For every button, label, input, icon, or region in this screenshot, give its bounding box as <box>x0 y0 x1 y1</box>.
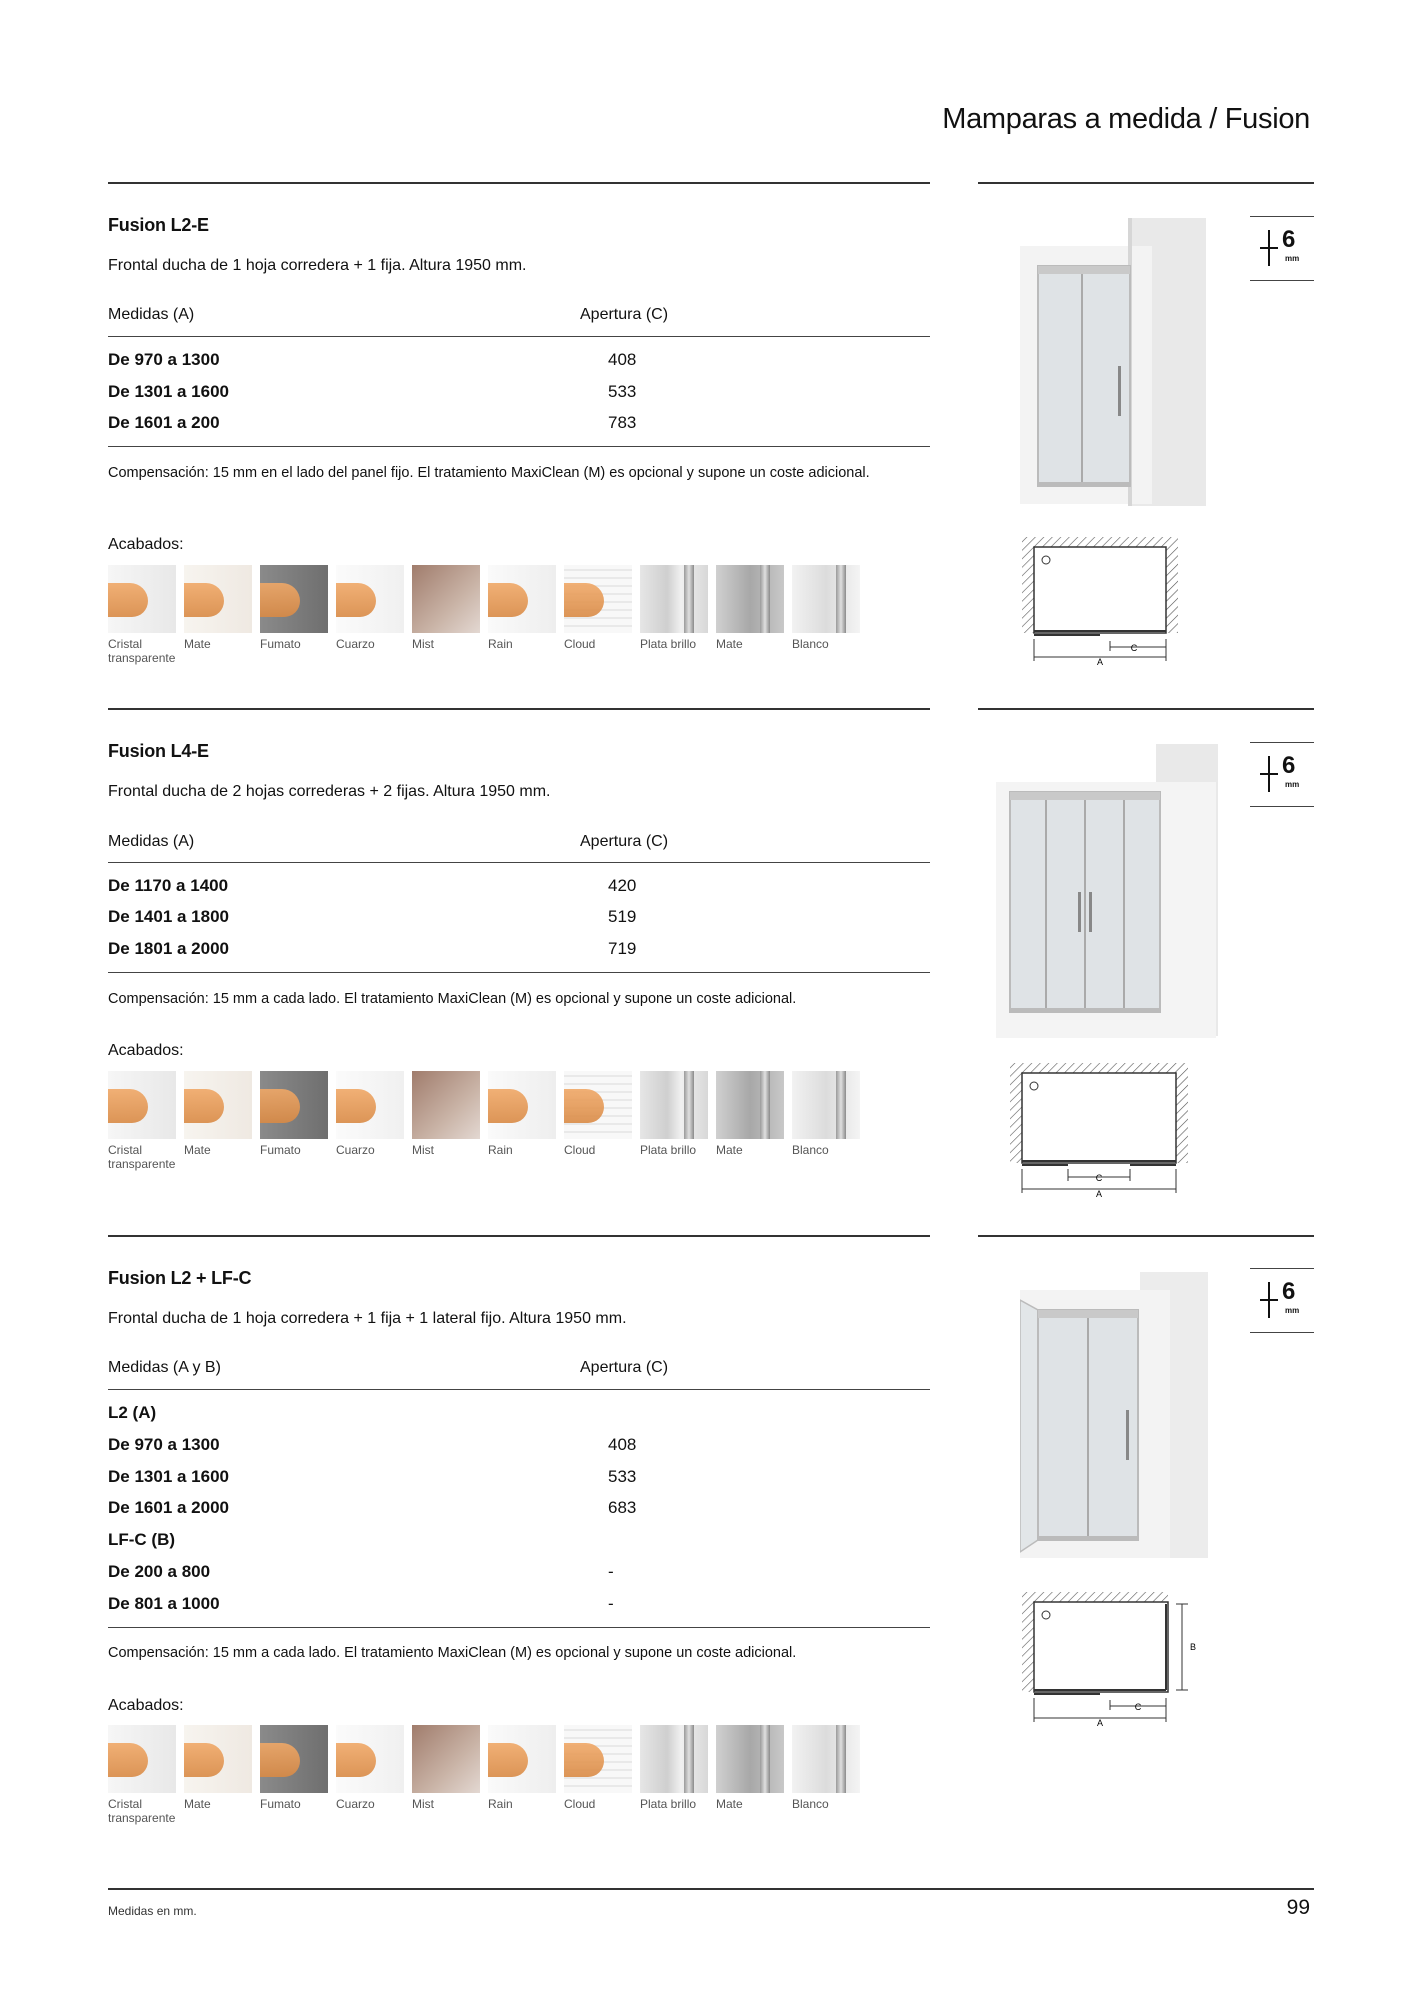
hand-icon <box>336 1089 376 1123</box>
finish-name: Plata brillo <box>640 637 697 651</box>
finish-name: Cristal transparente <box>108 1143 176 1171</box>
compensation-note: Compensación: 15 mm a cada lado. El tratamiento MaxiClean (M) es opcional y supone un coste adicional. <box>108 1645 797 1661</box>
finish-swatch <box>488 1071 556 1139</box>
measure-cell: De 1301 a 1600 <box>108 382 229 401</box>
finish-swatch <box>108 1071 176 1139</box>
hand-icon <box>184 1089 224 1123</box>
finish-swatch <box>412 565 480 633</box>
opening-cell: 533 <box>608 382 637 401</box>
profile-bar-icon <box>760 1725 770 1793</box>
measure-cell: De 1601 a 2000 <box>108 1498 229 1517</box>
glass-thickness-badge <box>1250 216 1314 280</box>
finish-swatch <box>716 1071 784 1139</box>
finish-swatch <box>640 565 708 633</box>
table-row <box>108 907 930 939</box>
finish-name: Cristal transparente <box>108 637 176 665</box>
hand-icon <box>564 1743 604 1777</box>
finish-swatch <box>792 1071 860 1139</box>
section-title: Fusion L2-E <box>108 215 209 235</box>
plan-label-c: C <box>1134 1702 1142 1712</box>
table-row <box>108 1530 930 1562</box>
hand-icon <box>488 583 528 617</box>
measure-cell: De 1301 a 1600 <box>108 1467 229 1486</box>
floor-plan-l2-lfc <box>1020 1590 1196 1728</box>
hand-icon <box>336 583 376 617</box>
thickness-arrows-icon <box>1260 230 1278 266</box>
finish-name: Fumato <box>260 1143 301 1157</box>
plan-label-a: A <box>1096 657 1104 665</box>
table-row <box>108 876 930 908</box>
measure-cell: De 1601 a 200 <box>108 413 220 432</box>
table-footer-rule <box>108 1627 930 1628</box>
table-header-rule <box>108 1389 930 1390</box>
hand-icon <box>488 1743 528 1777</box>
finish-name: Mate <box>184 1143 211 1157</box>
hand-icon <box>260 583 300 617</box>
thickness-value: 6 <box>1282 226 1296 253</box>
finish-name: Mist <box>412 1143 434 1157</box>
measure-cell: De 801 a 1000 <box>108 1594 220 1613</box>
section-title: Fusion L4-E <box>108 741 209 761</box>
finish-swatch <box>488 1725 556 1793</box>
compensation-note: Compensación: 15 mm en el lado del panel fijo. El tratamiento MaxiClean (M) es opcional y supone un coste adicional. <box>108 465 870 481</box>
opening-cell: 408 <box>608 1435 637 1454</box>
finish-swatch <box>336 565 404 633</box>
section-rule <box>108 182 930 184</box>
hand-icon <box>108 1089 148 1123</box>
finish-swatch <box>716 1725 784 1793</box>
floor-plan-l2e <box>1020 535 1180 665</box>
hand-icon <box>108 583 148 617</box>
product-photo-l4e <box>996 742 1220 1038</box>
hand-icon <box>108 1743 148 1777</box>
col-header-opening: Apertura (C) <box>580 306 669 323</box>
finish-swatch <box>716 565 784 633</box>
hand-icon <box>260 1089 300 1123</box>
finish-swatch <box>108 1725 176 1793</box>
hand-icon <box>564 583 604 617</box>
profile-bar-icon <box>760 565 770 633</box>
section-rule <box>108 1235 930 1237</box>
finish-name: Blanco <box>792 637 829 651</box>
profile-bar-icon <box>760 1071 770 1139</box>
section-description: Frontal ducha de 1 hoja corredera + 1 fija. Altura 1950 mm. <box>108 257 527 274</box>
thickness-value: 6 <box>1282 752 1296 779</box>
finish-swatch <box>564 565 632 633</box>
section-side-rule <box>978 1235 1314 1237</box>
table-row <box>108 1594 930 1626</box>
finish-name: Mate <box>716 1797 743 1811</box>
thickness-arrows-icon <box>1260 1282 1278 1318</box>
plan-label-a: A <box>1096 1718 1104 1728</box>
table-row <box>108 350 930 382</box>
finish-swatch <box>564 1725 632 1793</box>
profile-bar-icon <box>684 1071 694 1139</box>
glass-thickness-badge <box>1250 1268 1314 1332</box>
table-row <box>108 1435 930 1467</box>
opening-cell: - <box>608 1594 614 1613</box>
table-row <box>108 1403 930 1435</box>
footer-rule <box>108 1888 1314 1890</box>
profile-bar-icon <box>684 565 694 633</box>
finish-name: Fumato <box>260 1797 301 1811</box>
measure-cell: De 1801 a 2000 <box>108 939 229 958</box>
finish-swatch <box>792 565 860 633</box>
section-title: Fusion L2 + LF-C <box>108 1268 252 1288</box>
table-row <box>108 1562 930 1594</box>
table-row <box>108 382 930 414</box>
finish-name: Mist <box>412 1797 434 1811</box>
finish-name: Cloud <box>564 637 596 651</box>
finish-name: Mate <box>716 1143 743 1157</box>
plan-label-c: C <box>1130 643 1138 653</box>
finish-swatch <box>260 1725 328 1793</box>
finish-name: Mist <box>412 637 434 651</box>
plan-label-a: A <box>1095 1189 1103 1199</box>
finish-swatch <box>108 565 176 633</box>
thickness-unit: mm <box>1285 1306 1300 1315</box>
col-header-opening: Apertura (C) <box>580 833 669 850</box>
finish-swatch <box>260 565 328 633</box>
finish-swatch <box>640 1725 708 1793</box>
finish-name: Plata brillo <box>640 1143 697 1157</box>
hand-icon <box>184 583 224 617</box>
measure-cell: De 970 a 1300 <box>108 1435 220 1454</box>
floor-plan-l4e <box>1008 1061 1190 1199</box>
finish-swatch <box>184 1725 252 1793</box>
finish-name: Plata brillo <box>640 1797 697 1811</box>
glass-thickness-badge <box>1250 742 1314 806</box>
hand-icon <box>488 1089 528 1123</box>
footer-note: Medidas en mm. <box>108 1904 197 1918</box>
plan-label-c: C <box>1095 1173 1103 1183</box>
finishes-label: Acabados: <box>108 1042 184 1059</box>
col-header-measures: Medidas (A) <box>108 306 195 323</box>
finish-name: Cuarzo <box>336 1797 375 1811</box>
hand-icon <box>564 1089 604 1123</box>
opening-cell: 408 <box>608 350 637 369</box>
finish-name: Mate <box>184 1797 211 1811</box>
table-header-rule <box>108 336 930 337</box>
finishes-label: Acabados: <box>108 1697 184 1714</box>
finish-name: Cuarzo <box>336 1143 375 1157</box>
finish-swatch <box>184 1071 252 1139</box>
hand-icon <box>336 1743 376 1777</box>
opening-cell: 519 <box>608 907 637 926</box>
measure-cell: L2 (A) <box>108 1403 157 1422</box>
table-row <box>108 939 930 971</box>
table-header-rule <box>108 862 930 863</box>
section-side-rule <box>978 182 1314 184</box>
col-header-opening: Apertura (C) <box>580 1359 669 1376</box>
finish-name: Rain <box>488 1797 513 1811</box>
finish-name: Mate <box>184 637 211 651</box>
opening-cell: 533 <box>608 1467 637 1486</box>
product-photo-l2-lfc <box>1020 1270 1210 1560</box>
finish-swatch <box>336 1725 404 1793</box>
measure-cell: LF-C (B) <box>108 1530 176 1549</box>
finish-swatch <box>412 1071 480 1139</box>
finish-name: Blanco <box>792 1143 829 1157</box>
profile-bar-icon <box>684 1725 694 1793</box>
opening-cell: 683 <box>608 1498 637 1517</box>
hand-icon <box>184 1743 224 1777</box>
profile-bar-icon <box>836 1071 846 1139</box>
finish-swatch <box>184 565 252 633</box>
measure-cell: De 970 a 1300 <box>108 350 220 369</box>
section-description: Frontal ducha de 2 hojas correderas + 2 fijas. Altura 1950 mm. <box>108 783 551 800</box>
plan-label-b: B <box>1190 1642 1196 1652</box>
finish-name: Rain <box>488 1143 513 1157</box>
finish-swatch <box>564 1071 632 1139</box>
profile-bar-icon <box>836 1725 846 1793</box>
compensation-note: Compensación: 15 mm a cada lado. El tratamiento MaxiClean (M) es opcional y supone un coste adicional. <box>108 991 797 1007</box>
measure-cell: De 1170 a 1400 <box>108 876 229 895</box>
section-side-rule <box>978 708 1314 710</box>
finish-name: Rain <box>488 637 513 651</box>
thickness-value: 6 <box>1282 1278 1296 1305</box>
finish-swatch <box>792 1725 860 1793</box>
thickness-arrows-icon <box>1260 756 1278 792</box>
finish-swatch <box>336 1071 404 1139</box>
profile-bar-icon <box>836 565 846 633</box>
finish-name: Cloud <box>564 1143 596 1157</box>
finish-name: Cloud <box>564 1797 596 1811</box>
page-number: 99 <box>1286 1896 1310 1919</box>
finish-name: Cristal transparente <box>108 1797 176 1825</box>
product-photo-l2e <box>1020 216 1210 508</box>
table-footer-rule <box>108 972 930 973</box>
finish-name: Blanco <box>792 1797 829 1811</box>
hand-icon <box>260 1743 300 1777</box>
col-header-measures: Medidas (A) <box>108 833 195 850</box>
finish-name: Fumato <box>260 637 301 651</box>
col-header-measures: Medidas (A y B) <box>108 1359 221 1376</box>
finishes-label: Acabados: <box>108 536 184 553</box>
table-row <box>108 1498 930 1530</box>
opening-cell: 719 <box>608 939 637 958</box>
table-row <box>108 413 930 445</box>
finish-swatch <box>260 1071 328 1139</box>
section-rule <box>108 708 930 710</box>
measure-cell: De 1401 a 1800 <box>108 907 229 926</box>
table-row <box>108 1467 930 1499</box>
finish-name: Mate <box>716 637 743 651</box>
measure-cell: De 200 a 800 <box>108 1562 211 1581</box>
page-header-title: Mamparas a medida / Fusion <box>942 103 1310 135</box>
table-footer-rule <box>108 446 930 447</box>
finish-swatch <box>488 565 556 633</box>
finish-swatch <box>640 1071 708 1139</box>
opening-cell: 783 <box>608 413 637 432</box>
thickness-unit: mm <box>1285 254 1300 263</box>
finish-swatch <box>412 1725 480 1793</box>
section-description: Frontal ducha de 1 hoja corredera + 1 fija + 1 lateral fijo. Altura 1950 mm. <box>108 1310 627 1327</box>
finish-name: Cuarzo <box>336 637 375 651</box>
opening-cell: - <box>608 1562 614 1581</box>
thickness-unit: mm <box>1285 780 1300 789</box>
opening-cell: 420 <box>608 876 637 895</box>
